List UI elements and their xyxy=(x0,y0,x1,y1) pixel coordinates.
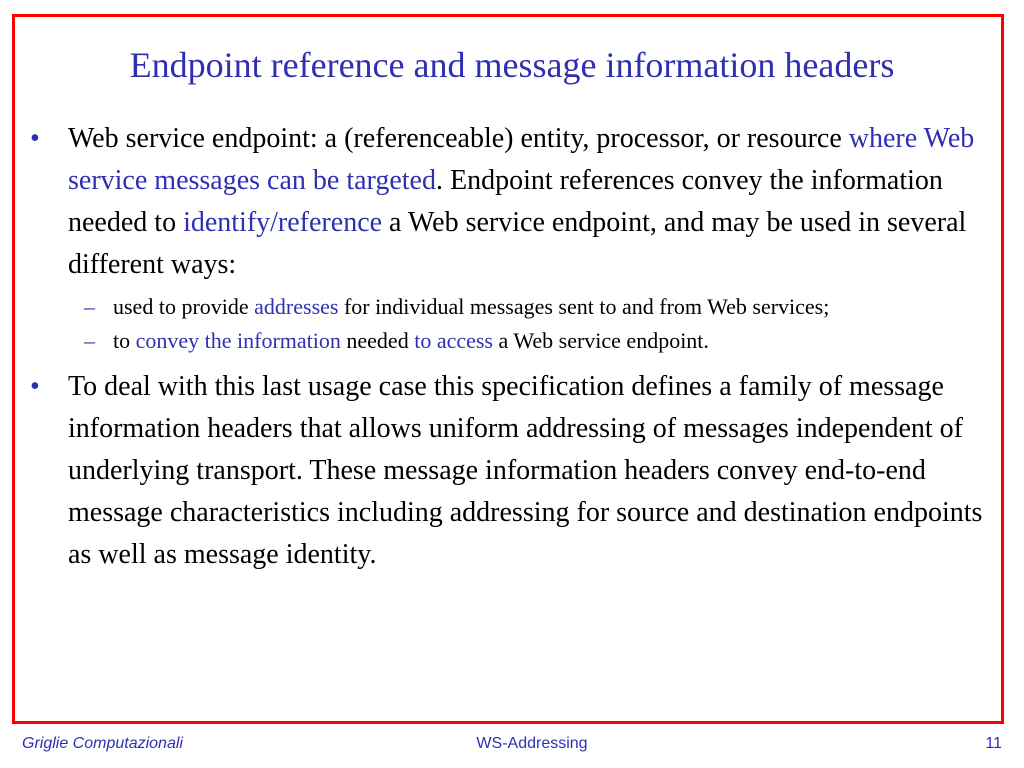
sub-bullet-text: used to provide xyxy=(113,294,255,319)
footer-topic: WS-Addressing xyxy=(476,735,588,752)
bullet-text: . Endpoint references convey the information needed to xyxy=(68,165,943,238)
sub-bullet-text: for individual messages sent to and from Web services; xyxy=(338,294,830,319)
highlight-text: where Web service messages can be targeted xyxy=(68,123,975,196)
bullet-marker: • xyxy=(30,371,40,402)
sub-bullet-addresses xyxy=(30,290,985,324)
sub-bullet-text: to xyxy=(113,328,136,353)
footer-page-number: 11 xyxy=(985,735,1002,752)
slide-content xyxy=(30,118,985,576)
sub-bullet-marker: – xyxy=(84,294,95,319)
footer-course-name: Griglie Computazionali xyxy=(22,735,183,752)
highlight-text: convey the information xyxy=(135,328,341,353)
highlight-text: identify/reference xyxy=(183,207,383,238)
highlight-text: to access xyxy=(414,328,493,353)
bullet-marker: • xyxy=(30,123,40,154)
bullet-text: Web service endpoint: a (referenceable) entity, processor, or resource xyxy=(68,123,849,154)
sub-bullet-text: a Web service endpoint. xyxy=(493,328,709,353)
bullet-text: a Web service endpoint, and may be used in several different ways: xyxy=(68,207,967,280)
sub-bullet-convey xyxy=(30,324,985,358)
slide-title: Endpoint reference and message information headers xyxy=(129,45,895,85)
sub-bullet-marker: – xyxy=(84,328,95,353)
bullet-item-endpoint xyxy=(30,118,985,286)
bullet-text: To deal with this last usage case this specification defines a family of message information headers that allows uniform addressing of messages independent of underlying transport. These message information headers convey end-to-end message characteristics including addressing for source and destination endpoints as well as message identity. xyxy=(68,371,983,570)
sub-bullet-text: needed xyxy=(340,328,415,353)
highlight-text: addresses xyxy=(254,294,339,319)
bullet-item-headers xyxy=(30,366,985,576)
